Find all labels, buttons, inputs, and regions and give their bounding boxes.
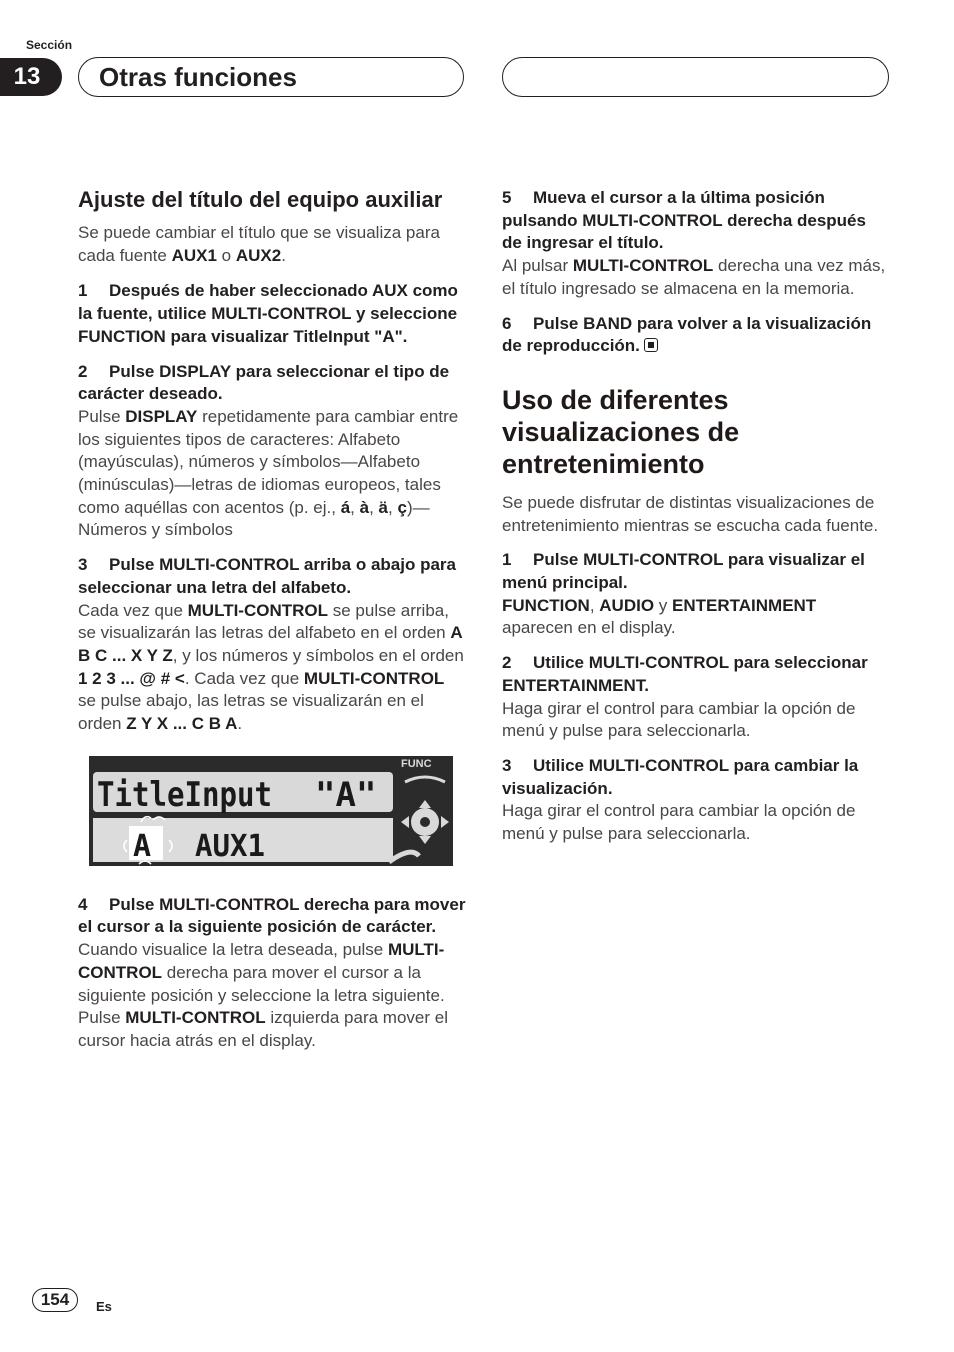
lcd-source-text: AUX1 bbox=[195, 828, 265, 864]
lcd-func-label: FUNC bbox=[401, 757, 432, 770]
step-3-instruction: 3 Pulse MULTI-CONTROL arriba o abajo para seleccionar una letra del alfabeto. bbox=[78, 555, 456, 597]
lcd-cursor-char: A bbox=[133, 828, 152, 864]
lcd-quoted-char: "A" bbox=[315, 774, 377, 815]
lcd-display-svg bbox=[89, 756, 453, 866]
section-label: Sección bbox=[26, 38, 73, 52]
ent-step-1-instruction: 1 Pulse MULTI-CONTROL para visualizar el menú principal. bbox=[502, 550, 865, 593]
ent-step-1-body: FUNCTION, AUDIO y ENTERTAINMENT aparecen en el display. bbox=[502, 595, 817, 638]
lcd-title-input-text: TitleInput bbox=[97, 774, 272, 815]
step-4-body: Cuando visualice la letra deseada, pulse MULTI-CONTROL derecha para mover el cursor a la siguiente posición y seleccione la letra siguiente. Pulse MULTI-CONTROL izquierda para mover el cursor hacia atrás en el display. bbox=[78, 940, 448, 1050]
step-2-body: Pulse DISPLAY repetidamente para cambiar entre los siguientes tipos de caracteres: Alfabeto (mayúsculas), números y símbolos—Alfabeto (minúsculas)—letras de idiomas europeos, tales como aquéllas con acentos (p. ej., á, à, ä, ç)—Números y símbolos bbox=[78, 406, 459, 540]
language-code: Es bbox=[96, 1299, 112, 1314]
entertainment-intro: Se puede disfrutar de distintas visualizaciones de entretenimiento mientras se escucha cada fuente. bbox=[502, 492, 879, 535]
step-3-body: Cada vez que MULTI-CONTROL se pulse arriba, se visualizarán las letras del alfabeto en el orden A B C ... X Y Z, y los números y símbolos en el orden 1 2 3 ... @ # <. Cada vez que MULTI-CONTROL se pulse abajo, las letras se visualizarán en el orden Z Y X ... C B A. bbox=[78, 600, 464, 734]
right-column bbox=[502, 187, 890, 846]
step-5-body: Al pulsar MULTI-CONTROL derecha una vez más, el título ingresado se almacena en la memoria. bbox=[502, 256, 886, 298]
entertainment-heading: Uso de diferentes visualizaciones de entretenimiento bbox=[502, 384, 740, 479]
chapter-title: Otras funciones bbox=[78, 57, 464, 97]
step-1-instruction: 1 Después de haber seleccionado AUX como la fuente, utilice MULTI-CONTROL y seleccione FUNCTION para visualizar TitleInput "A". bbox=[78, 281, 458, 346]
ent-step-2-body: Haga girar el control para cambiar la opción de menú y pulse para seleccionarla. bbox=[502, 698, 856, 741]
ent-step-3-body: Haga girar el control para cambiar la opción de menú y pulse para seleccionarla. bbox=[502, 801, 856, 844]
aux-title-heading: Ajuste del título del equipo auxiliar bbox=[78, 187, 443, 212]
header-empty-box bbox=[502, 57, 889, 97]
page-number: 154 bbox=[32, 1288, 78, 1312]
left-column bbox=[78, 186, 466, 1053]
end-of-section-icon bbox=[644, 338, 658, 352]
step-5-instruction: 5 Mueva el cursor a la última posición pulsando MULTI-CONTROL derecha después de ingresar el título. bbox=[502, 188, 866, 253]
ent-step-3-instruction: 3 Utilice MULTI-CONTROL para cambiar la visualización. bbox=[502, 755, 859, 798]
ent-step-2-instruction: 2 Utilice MULTI-CONTROL para seleccionar ENTERTAINMENT. bbox=[502, 653, 868, 695]
step-6-instruction: 6 Pulse BAND para volver a la visualización de reproducción. bbox=[502, 313, 872, 356]
aux-title-intro: Se puede cambiar el título que se visualiza para cada fuente AUX1 o AUX2. bbox=[78, 223, 440, 265]
lcd-display-illustration bbox=[89, 756, 453, 866]
section-number-badge: 13 bbox=[0, 58, 62, 96]
step-2-instruction: 2 Pulse DISPLAY para seleccionar el tipo de carácter deseado. bbox=[78, 361, 450, 404]
step-4-instruction: 4 Pulse MULTI-CONTROL derecha para mover el cursor a la siguiente posición de carácter. bbox=[78, 894, 466, 937]
